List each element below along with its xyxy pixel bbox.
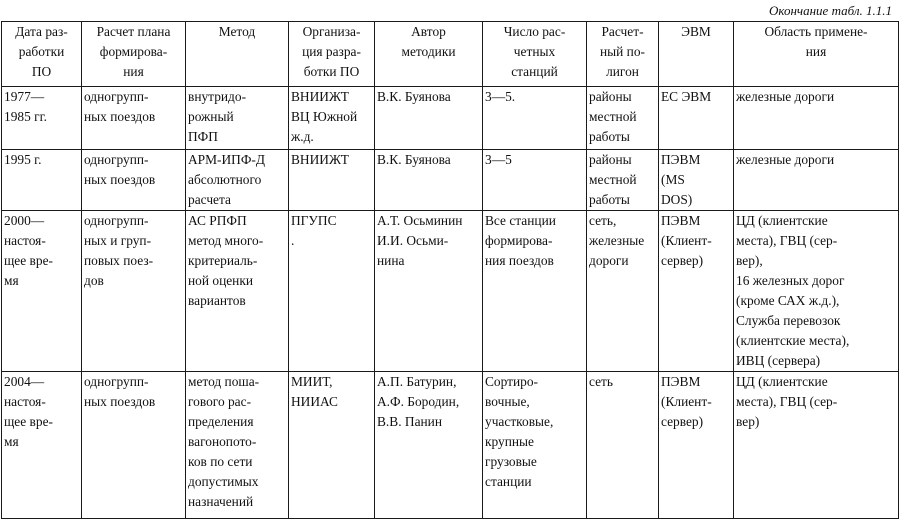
table-row (2, 211, 899, 372)
cell-computer: ПЭВМ (Клиент- сервер) (659, 211, 734, 372)
cell-plan: одногрупп- ных поездов (82, 372, 186, 519)
header-plan: Расчет плана формирова- ния (82, 22, 186, 87)
cell-author: В.К. Буянова (375, 150, 483, 211)
table-row (2, 372, 899, 519)
cell-application: ЦД (клиентские места), ГВЦ (сер- вер), 16 железных дорог (кроме САХ ж.д.), Служба перевозок (клиентские места), ИВЦ (сервера) (734, 211, 899, 372)
header-stations: Число рас- четных станций (483, 22, 587, 87)
cell-polygon: районы местной работы (587, 150, 659, 211)
header-author: Автор методики (375, 22, 483, 87)
cell-method: внутридо- рожный ПФП (186, 87, 289, 150)
cell-stations: Все станции формирова- ния поездов (483, 211, 587, 372)
cell-computer: ЕС ЭВМ (659, 87, 734, 150)
cell-method: метод поша- гового рас- пределения вагонопото- ков по сети допустимых назначений (186, 372, 289, 519)
cell-author: А.Т. Осьминин И.И. Осьми- нина (375, 211, 483, 372)
cell-plan: одногрупп- ных и груп- повых поез- дов (82, 211, 186, 372)
cell-plan: одногрупп- ных поездов (82, 150, 186, 211)
header-application: Область примене- ния (734, 22, 899, 87)
data-table (1, 21, 899, 519)
cell-author: А.П. Батурин, А.Ф. Бородин, В.В. Панин (375, 372, 483, 519)
header-polygon: Расчет- ный по- лигон (587, 22, 659, 87)
cell-application: железные дороги (734, 150, 899, 211)
cell-organization: ВНИИЖТ (289, 150, 375, 211)
table-row (2, 150, 899, 211)
cell-method: АРМ-ИПФ-Д абсолютного расчета (186, 150, 289, 211)
cell-date: 2000— настоя- щее вре- мя (2, 211, 82, 372)
cell-computer: ПЭВМ (Клиент- сервер) (659, 372, 734, 519)
header-date: Дата раз- работки ПО (2, 22, 82, 87)
header-computer: ЭВМ (659, 22, 734, 87)
cell-stations: 3—5 (483, 150, 587, 211)
cell-date: 2004— настоя- щее вре- мя (2, 372, 82, 519)
cell-application: железные дороги (734, 87, 899, 150)
header-organization: Организа- ция разра- ботки ПО (289, 22, 375, 87)
cell-author: В.К. Буянова (375, 87, 483, 150)
cell-application: ЦД (клиентские места), ГВЦ (сер- вер) (734, 372, 899, 519)
cell-plan: одногрупп- ных поездов (82, 87, 186, 150)
cell-polygon: районы местной работы (587, 87, 659, 150)
cell-polygon: сеть, железные дороги (587, 211, 659, 372)
cell-method: АС РПФП метод много- критериаль- ной оценки вариантов (186, 211, 289, 372)
cell-organization: МИИТ, НИИАС (289, 372, 375, 519)
cell-organization: ВНИИЖТ ВЦ Южной ж.д. (289, 87, 375, 150)
cell-stations: Сортиро- вочные, участковые, крупные грузовые станции (483, 372, 587, 519)
table-caption: Окончание табл. 1.1.1 (768, 3, 892, 18)
cell-computer: ПЭВМ (MS DOS) (659, 150, 734, 211)
cell-date: 1995 г. (2, 150, 82, 211)
header-row (2, 22, 899, 87)
cell-stations: 3—5. (483, 87, 587, 150)
cell-polygon: сеть (587, 372, 659, 519)
cell-organization: ПГУПС . (289, 211, 375, 372)
header-method: Метод (186, 22, 289, 87)
cell-date: 1977— 1985 гг. (2, 87, 82, 150)
table-row (2, 87, 899, 150)
